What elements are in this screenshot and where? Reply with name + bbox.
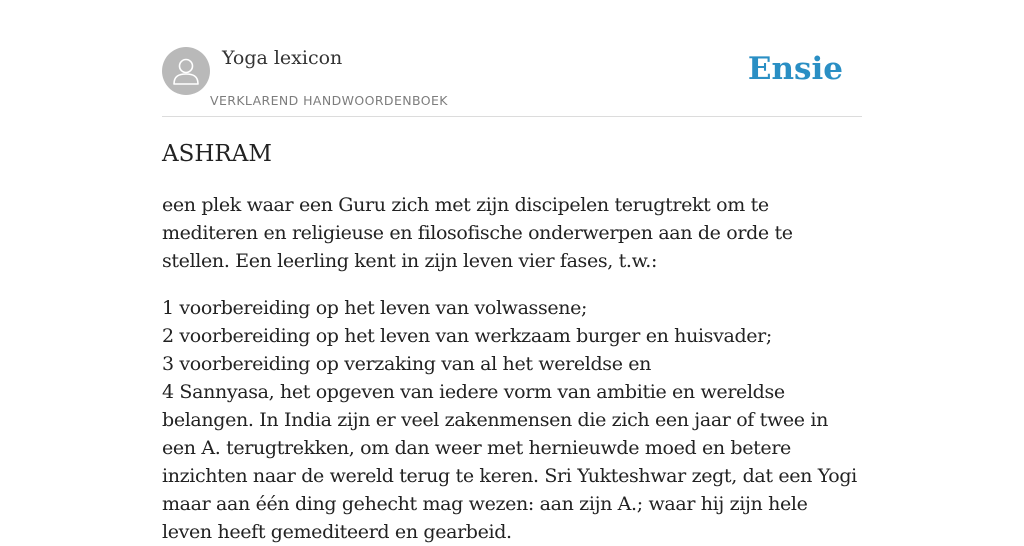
list-item: 1 voorbereiding op het leven van volwassene; — [162, 297, 588, 319]
entry-list — [162, 294, 862, 546]
entry-title: ASHRAM — [162, 141, 272, 167]
brand-logo[interactable]: Ensie — [747, 51, 843, 87]
list-item: 2 voorbereiding op het leven van werkzaam burger en huisvader; — [162, 325, 772, 347]
list-item: 3 voorbereiding op verzaking van al het wereldse en — [162, 353, 652, 375]
page-header — [162, 46, 862, 117]
entry-content — [162, 139, 862, 546]
user-icon[interactable] — [162, 47, 210, 95]
list-item: 4 Sannyasa, het opgeven van iedere vorm van ambitie en wereldse belangen. In India zijn er veel zakenmensen die zich een jaar of twee in een A. terugtrekken, om dan weer met hernieuwde moed en betere inzichten naar de wereld terug te keren. Sri Yukteshwar zegt, dat een Yogi maar aan één ding gehecht mag wezen: aan zijn A.; waar hij zijn hele leven heeft gemediteerd en gearbeid. — [162, 381, 857, 543]
entry-intro: een plek waar een Guru zich met zijn discipelen terugtrekt om te mediteren en religieuse en filosofische onderwerpen aan de orde te stellen. Een leerling kent in zijn leven vier fases, t.w.: — [162, 194, 793, 272]
book-subtitle: VERKLAREND HANDWOORDENBOEK — [210, 93, 448, 108]
book-title[interactable]: Yoga lexicon — [222, 47, 343, 69]
